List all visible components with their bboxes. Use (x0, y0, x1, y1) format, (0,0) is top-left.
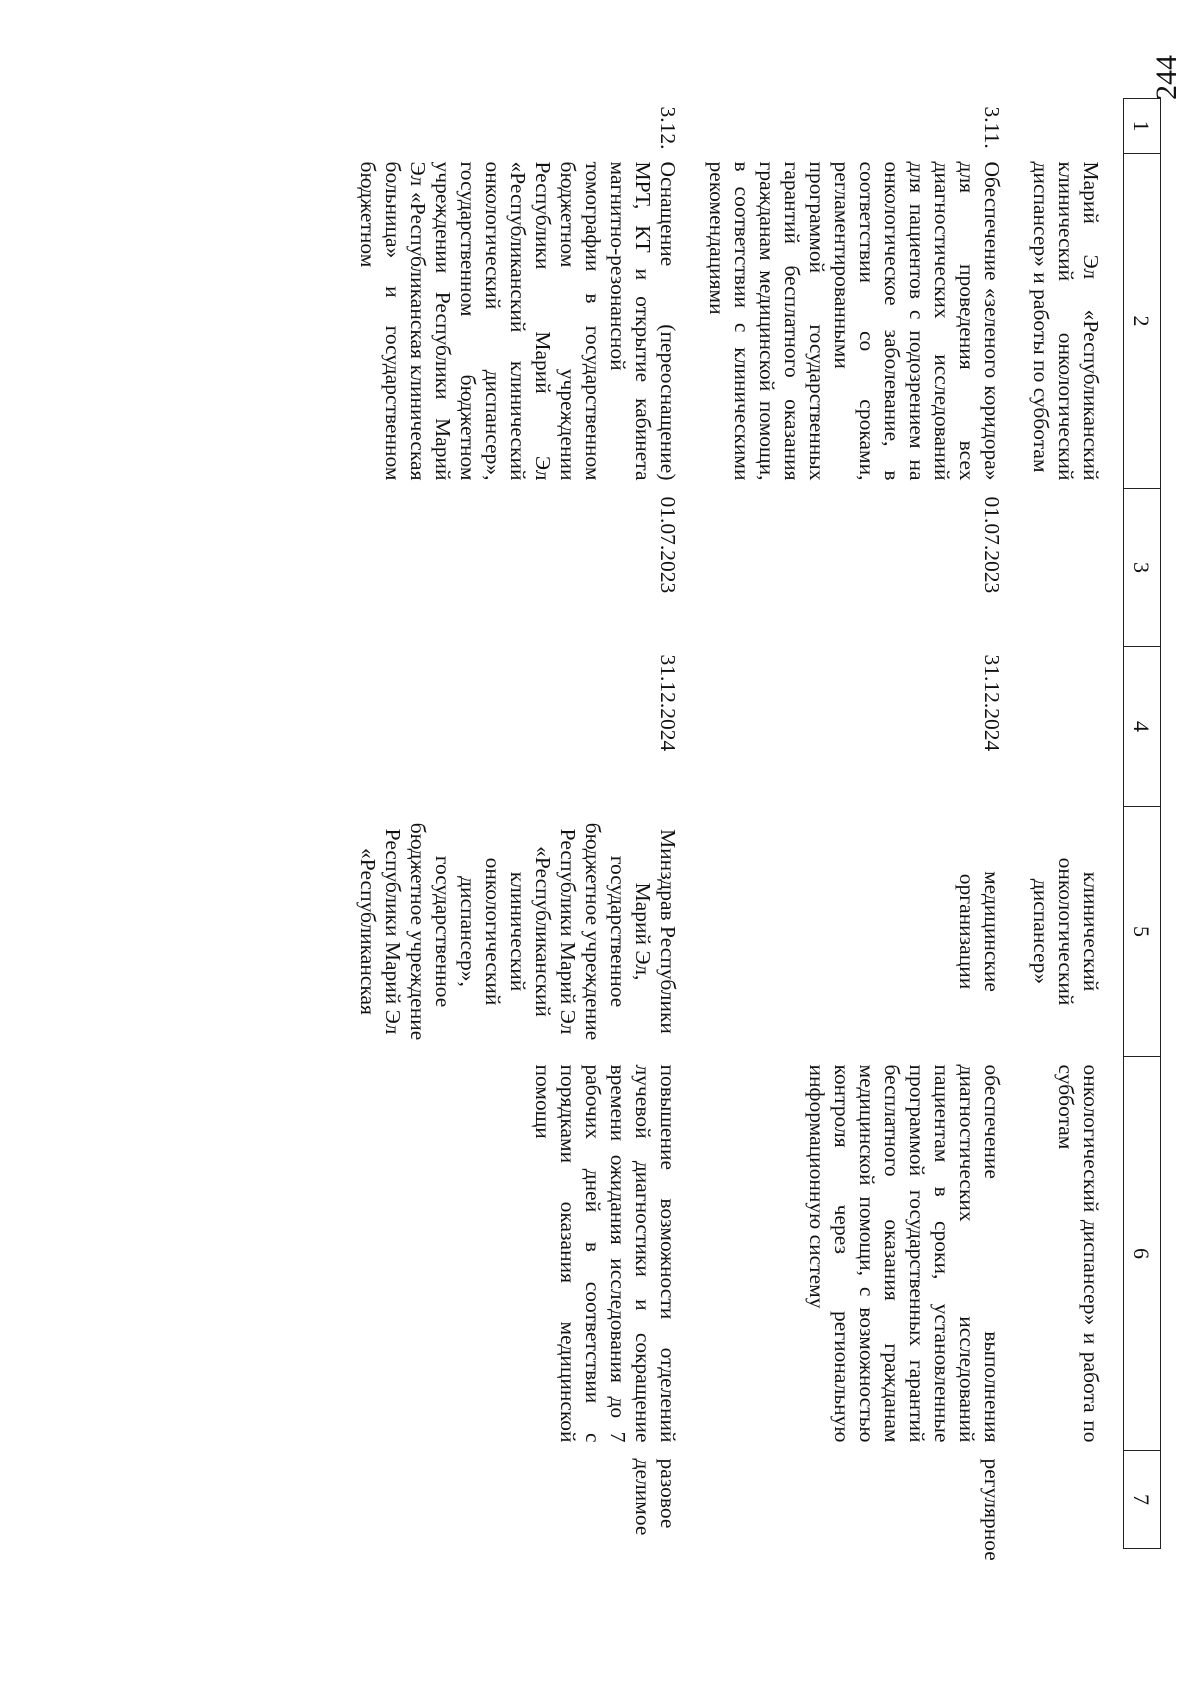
responsible: клинический онкологический диспансер» (1029, 857, 1103, 1006)
start-date (1020, 489, 1124, 647)
table-row (696, 99, 1020, 1549)
event-type (1020, 1451, 1124, 1549)
responsible: медицинские организации (955, 871, 1004, 992)
expected-result: обеспечение выполнения диагностических исследований пациентам в сроки, установленные программой государственных гарантий бесплатного оказания гражданам медицинской помощи, с возможностью контроля через региональную информационную систему (805, 1064, 1004, 1443)
table-row (347, 99, 696, 1549)
column-header-1: 1 (1124, 99, 1161, 154)
column-header-5: 5 (1124, 807, 1161, 1057)
start-date: 01.07.2023 (980, 496, 1004, 594)
measures-table (347, 98, 1161, 1561)
page-number: 244 (1150, 55, 1183, 100)
header-row (1124, 99, 1161, 1549)
rotated-table-wrapper (191, 98, 1161, 1561)
event-type: регулярное (980, 1458, 1004, 1561)
end-date: 31.12.2024 (656, 654, 680, 752)
event-description: Оснащение (переоснащение) МРТ, КТ и открытие кабинета магнитно-резонансной томографии в государственном бюджетном учреждении Республики Марий Эл «Республиканский клинический онкологический диспансер», государственном бюджетном учреждении Республики Марий Эл «Республиканская клиническая больница» и государственном бюджетном (356, 161, 680, 481)
column-header-6: 6 (1124, 1057, 1161, 1451)
event-description: Марий Эл «Республиканский клинический онкологический диспансер» и работы по субботам (1029, 161, 1103, 481)
end-date: 31.12.2024 (980, 654, 1004, 752)
row-number: 3.12. (656, 106, 680, 150)
event-description: Обеспечение «зеленого коридора» для проведения всех диагностических исследований для пациентов с подозрением на онкологическое заболевание, в соответствии со сроками, регламентированными программой государственных гарантий бесплатного оказания гражданам медицинской помощи, в соответствии с клиническими рекомендациями (705, 161, 1004, 481)
row-number (1020, 99, 1124, 154)
expected-result: онкологический диспансер» и работа по субботам (1054, 1064, 1103, 1443)
row-number: 3.11. (980, 106, 1004, 149)
table-row (1020, 99, 1124, 1549)
column-header-2: 2 (1124, 154, 1161, 489)
column-header-7: 7 (1124, 1451, 1161, 1549)
end-date (1020, 647, 1124, 807)
column-header-3: 3 (1124, 489, 1161, 647)
start-date: 01.07.2023 (656, 496, 680, 594)
expected-result: повышение возможности отделений лучевой диагностики и сокращение времени ожидания исследования до 7 рабочих дней в соответствии с порядками оказания медицинской помощи (531, 1064, 680, 1443)
responsible: Минздрав Республики Марий Эл, государственное бюджетное учреждение Республики Марий Эл «Республиканский клинический онкологический диспансер», государственное бюджетное учреждение Республики Марий Эл «Республиканская (356, 822, 680, 1041)
column-header-4: 4 (1124, 647, 1161, 807)
event-type: разовое делимое (631, 1458, 680, 1536)
